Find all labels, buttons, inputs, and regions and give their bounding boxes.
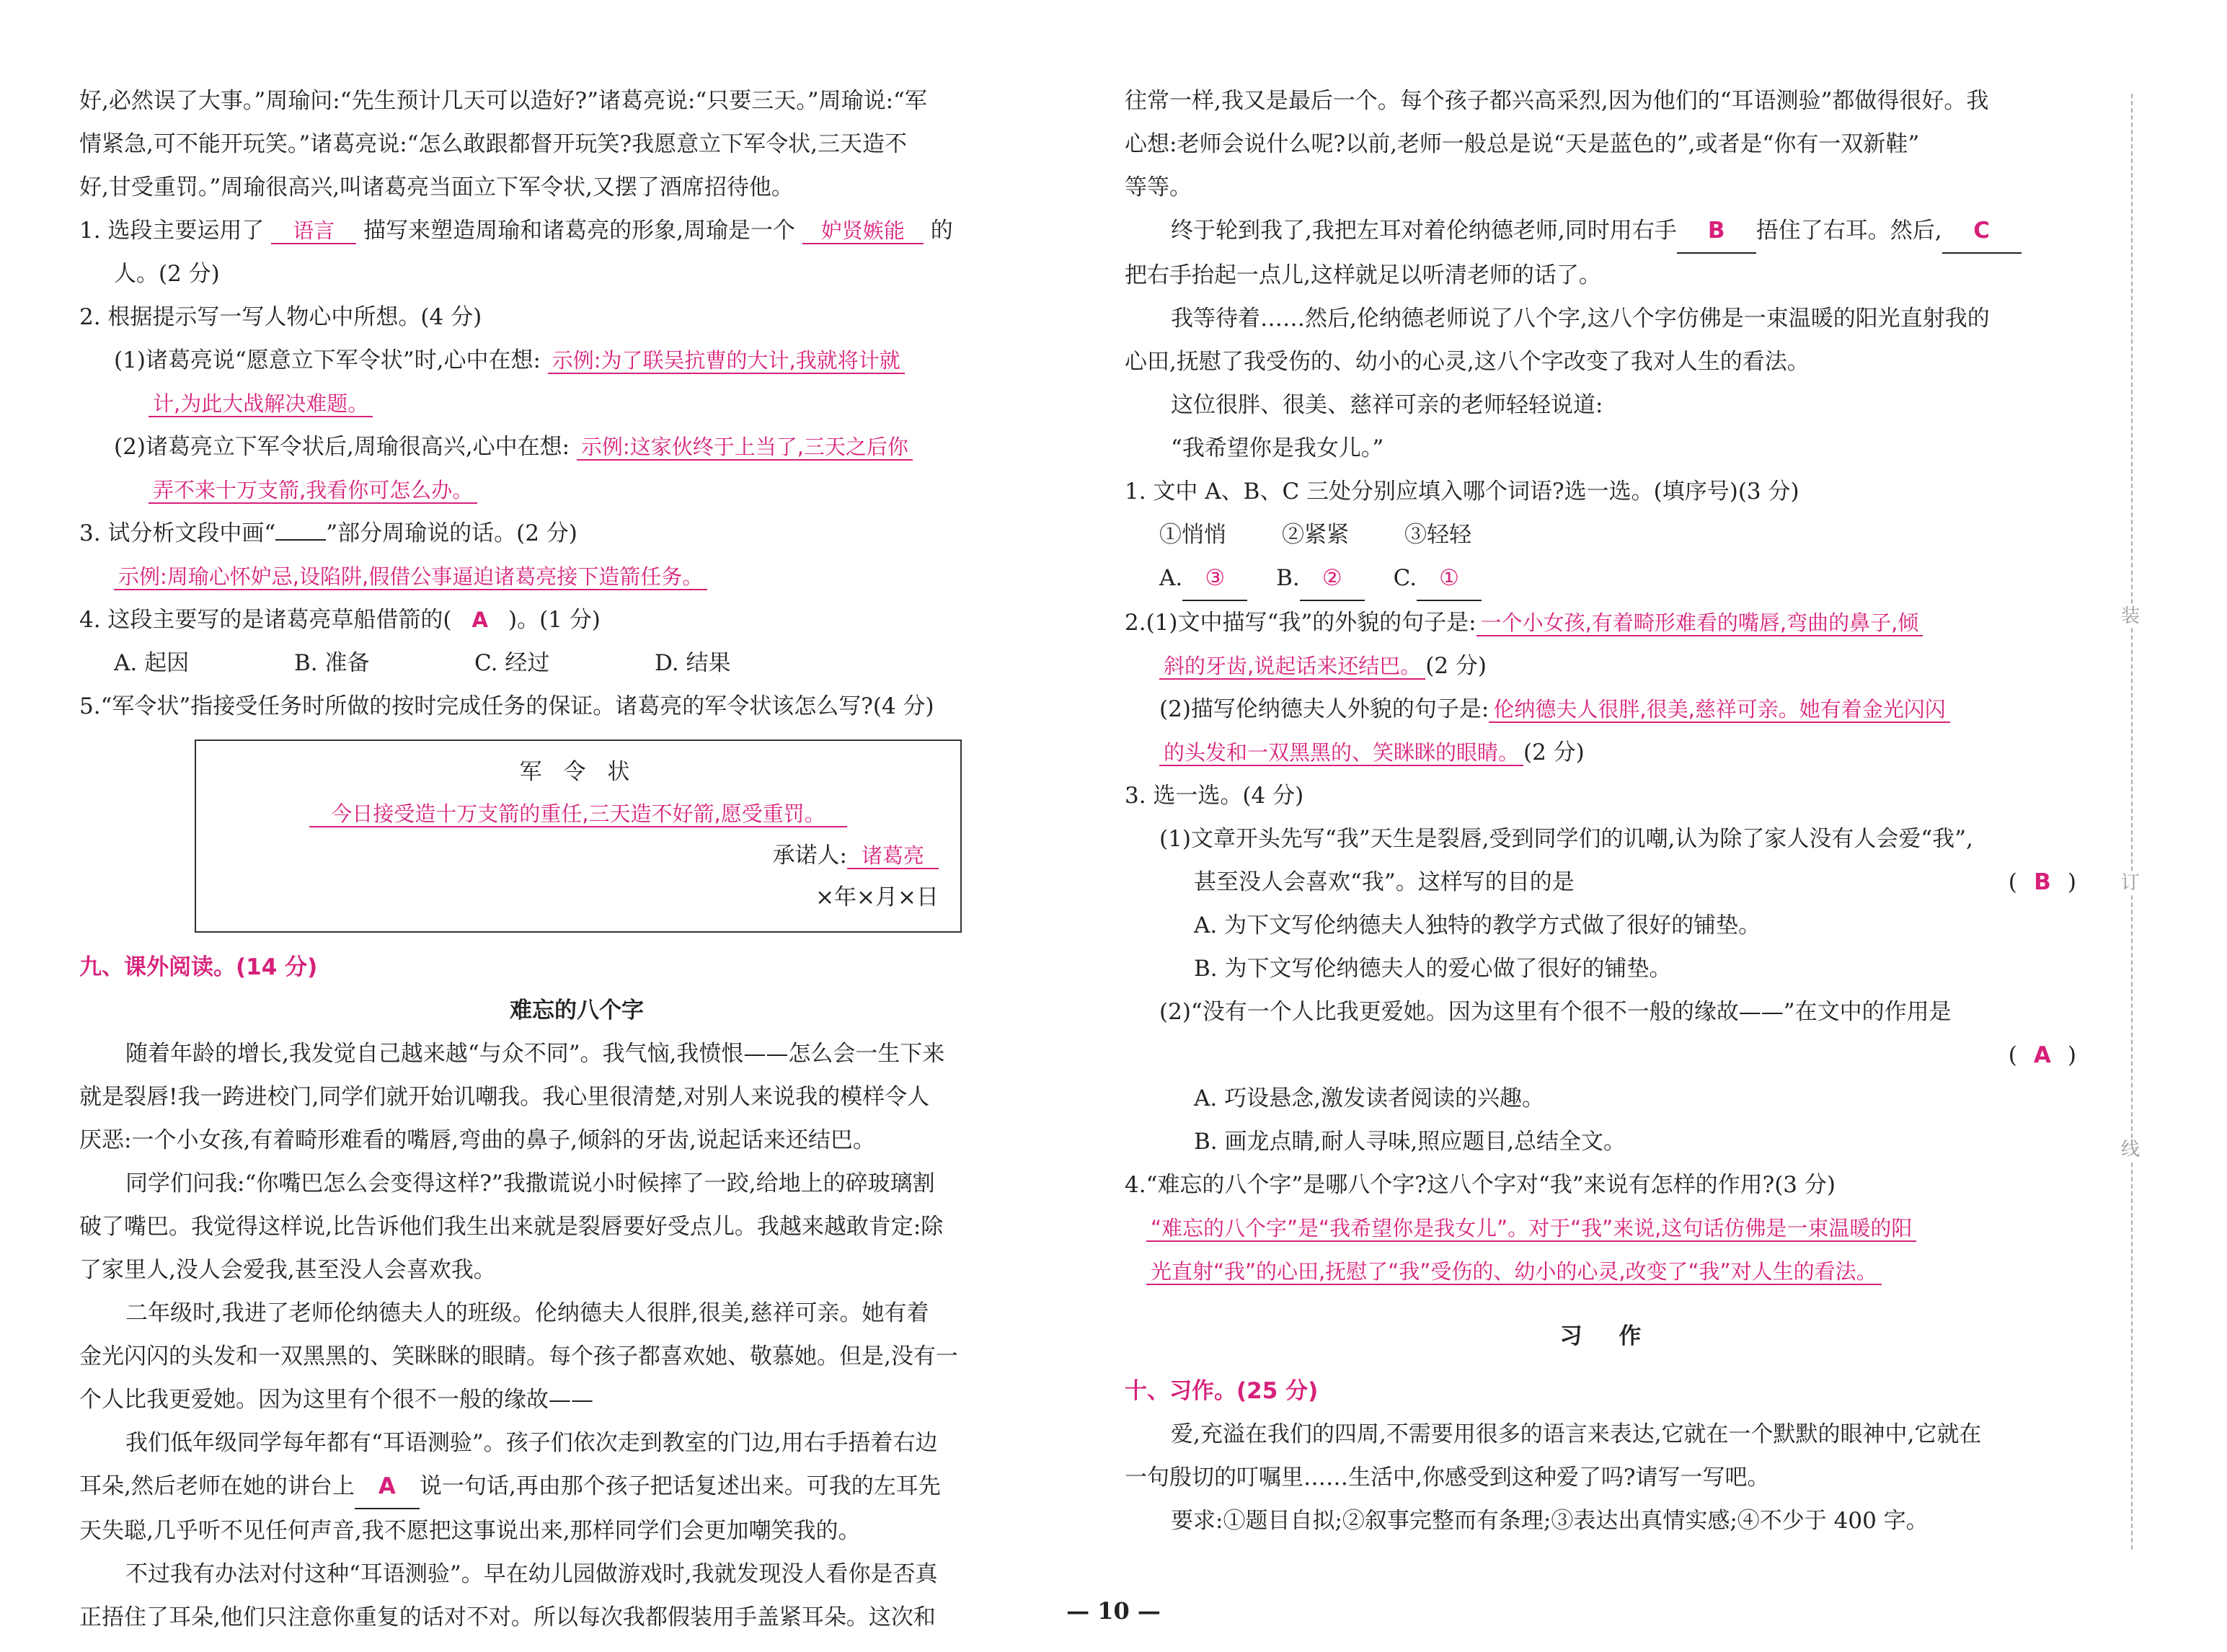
article-line: 终于轮到我了,我把左耳对着伦纳德老师,同时用右手 B 捂住了右耳。然后, C xyxy=(1125,209,2091,254)
box-title: 军 令 状 xyxy=(519,759,637,785)
article-line: “我希望你是我女儿。” xyxy=(1171,435,1384,461)
passage-line: 好,必然误了大事。”周瑜问:“先生预计几天可以造好?”诸葛亮说:“只要三天。”周瑜说:“军 xyxy=(79,88,927,114)
article-line: 心想:老师会说什么呢?以前,老师一般总是说“天是蓝色的”,或者是“你有一双新鞋” xyxy=(1125,131,1920,157)
military-order-box xyxy=(195,740,962,933)
article-line: 把右手抬起一点儿,这样就足以听清老师的话了。 xyxy=(1125,262,1601,288)
reading-question-3-1-cont: 甚至没人会喜欢“我”。这样写的目的是 ( B ) xyxy=(1125,861,2091,904)
article-title: 难忘的八个字 xyxy=(510,998,644,1023)
passage-line: 情紧急,可不能开玩笑。”诸葛亮说:“怎么敢跟都督开玩笑?我愿意立下军令状,三天造不 xyxy=(79,131,907,157)
answer-2-1-cont: 计,为此大战解决难题。 xyxy=(79,382,1074,425)
question-5: 5.“军令状”指接受任务时所做的按时完成任务的保证。诸葛亮的军令状该怎么写?(4 分) xyxy=(79,693,934,719)
box-signature: 承诺人: 诸葛亮 xyxy=(218,835,939,876)
left-column xyxy=(79,79,1074,1639)
option-a: A. 为下文写伦纳德夫人独特的教学方式做了很好的铺垫。 xyxy=(1194,912,1761,938)
reading-question-2-2: (2)描写伦纳德夫人外貌的句子是: 伦纳德夫人很胖,很美,慈祥可亲。她有着金光闪闪 xyxy=(1125,688,2091,731)
blank-b: B xyxy=(1677,209,1756,254)
article-line: 同学们问我:“你嘴巴怎么会变得这样?”我撒谎说小时候摔了一跤,给地上的碎玻璃割 xyxy=(125,1171,935,1196)
article-line: 我们低年级同学每年都有“耳语测验”。孩子们依次走到教室的门边,用右手捂着右边 xyxy=(125,1430,938,1456)
reading-question-4-answer-cont: 光直射“我”的心田,抚慰了“我”受伤的、幼小的心灵,改变了“我”对人生的看法。 xyxy=(1125,1250,2091,1293)
article-line: 金光闪闪的头发和一双黑黑的、笑眯眯的眼睛。每个孩子都喜欢她、敬慕她。但是,没有一 xyxy=(79,1344,958,1369)
article-line: 正捂住了耳朵,他们只注意你重复的话对不对。所以每次我都假装用手盖紧耳朵。这次和 xyxy=(79,1604,936,1630)
article-line: 破了嘴巴。我觉得这样说,比告诉他们我生出来就是裂唇要好受点儿。我越来越敢肯定:除 xyxy=(79,1214,944,1240)
article-line: 二年级时,我进了老师伦纳德夫人的班级。伦纳德夫人很胖,很美,慈祥可亲。她有着 xyxy=(125,1300,929,1326)
blank-c: C xyxy=(1942,209,2022,254)
article-line: 不过我有办法对付这种“耳语测验”。早在幼儿园做游戏时,我就发现没人看你是否真 xyxy=(125,1561,938,1587)
article-line: 心田,抚慰了我受伤的、幼小的心灵,这八个字改变了我对人生的看法。 xyxy=(1125,349,1810,375)
article-line: 等等。 xyxy=(1125,174,1192,200)
underline-mark xyxy=(275,539,326,541)
article-line: 耳朵,然后老师在她的讲台上 A 说一句话,再由那个孩子把话复述出来。可我的左耳先 xyxy=(79,1465,1074,1509)
article-line: 就是裂唇!我一跨进校门,同学们就开始讥嘲我。我心里很清楚,对别人来说我的模样令人 xyxy=(79,1084,930,1110)
box-date: ×年×月×日 xyxy=(815,884,939,910)
article-line: 个人比我更爱她。因为这里有个很不一般的缘故—— xyxy=(79,1387,593,1413)
article-line: 随着年龄的增长,我发觉自己越来越“与众不同”。我气恼,我愤恨——怎么会一生下来 xyxy=(125,1041,945,1067)
question-3: 3. 试分析文段中画“ ”部分周瑜说的话。(2 分) xyxy=(79,520,577,546)
question-1-score: 人。(2 分) xyxy=(114,261,220,287)
section-9-heading: 九、课外阅读。(14 分) xyxy=(79,954,318,980)
question-2-2: (2)诸葛亮立下军令状后,周瑜很高兴,心中在想: 示例:这家伙终于上当了,三天之后你 xyxy=(79,425,1074,468)
answer-3: 示例:周瑜心怀妒忌,设陷阱,假借公事逼迫诸葛亮接下造箭任务。 xyxy=(79,555,1074,598)
section-10-heading: 十、习作。(25 分) xyxy=(1125,1378,1319,1404)
binding-char: 订 xyxy=(2121,872,2140,894)
question-4-options: A. 起因 B. 准备 C. 经过 D. 结果 xyxy=(114,650,731,676)
article-line: 了家里人,没人会爱我,甚至没人会喜欢我。 xyxy=(79,1257,496,1283)
article-line: 往常一样,我又是最后一个。每个孩子都兴高采烈,因为他们的“耳语测验”都做得很好。我 xyxy=(1125,88,1989,114)
binding-line xyxy=(2131,94,2133,1550)
answer-2-2-cont: 弄不来十万支箭,我看你可怎么办。 xyxy=(79,468,1074,512)
reading-question-1: 1. 文中 A、B、C 三处分别应填入哪个词语?选一选。(填序号)(3 分) xyxy=(1125,479,1799,505)
reading-question-3-2: (2)“没有一个人比我更爱她。因为这里有个很不一般的缘故——”在文中的作用是 xyxy=(1159,999,1952,1025)
question-2-1: (1)诸葛亮说“愿意立下军令状”时,心中在想: 示例:为了联吴抗曹的大计,我就将计就 xyxy=(79,339,1074,382)
article-line: 这位很胖、很美、慈祥可亲的老师轻轻说道: xyxy=(1171,392,1603,418)
reading-question-4-answer: “难忘的八个字”是“我希望你是我女儿”。对于“我”来说,这句话仿佛是一束温暖的阳 xyxy=(1125,1207,2091,1250)
reading-question-3-2-answer: ( A ) xyxy=(2008,1042,2076,1068)
composition-prompt: 爱,充溢在我们的四周,不需要用很多的语言来表达,它就在一个默默的眼神中,它就在 xyxy=(1171,1421,1982,1447)
reading-question-3-1: (1)文章开头先写“我”天生是裂唇,受到同学们的讥嘲,认为除了家人没有人会爱“我”, xyxy=(1159,826,1973,852)
answer-2-2a: 示例:这家伙终于上当了,三天之后你 xyxy=(577,435,913,461)
box-answer: 今日接受造十万支箭的重任,三天造不好箭,愿受重罚。 xyxy=(218,793,939,835)
composition-prompt: 一句殷切的叮嘱里……生活中,你感受到这种爱了吗?请写一写吧。 xyxy=(1125,1465,1770,1491)
reading-question-1-answers: A. ③ B. ② C. ① xyxy=(1125,556,2091,601)
page-number: — 10 — xyxy=(1066,1597,1161,1625)
option-b: B. 为下文写伦纳德夫人的爱心做了很好的铺垫。 xyxy=(1194,956,1672,982)
answer-1a: 语言 xyxy=(271,218,356,244)
reading-question-2-2-cont: 的头发和一双黑黑的、笑眯眯的眼睛。 (2 分) xyxy=(1125,731,2091,774)
question-1: 1. 选段主要运用了 语言 描写来塑造周瑜和诸葛亮的形象,周瑜是一个 妒贤嫉能 的 xyxy=(79,218,953,244)
right-column xyxy=(1125,79,2091,1542)
article-line: 天失聪,几乎听不见任何声音,我不愿把这事说出来,那样同学们会更加嘲笑我的。 xyxy=(79,1518,861,1544)
reading-question-3: 3. 选一选。(4 分) xyxy=(1125,783,1304,809)
reading-question-1-options: ①悄悄 ②紧紧 ③轻轻 xyxy=(1159,522,1471,548)
answer-4: A xyxy=(471,608,488,632)
answer-3-1: B xyxy=(2034,869,2051,895)
question-4: 4. 这段主要写的是诸葛亮草船借箭的( A )。(1 分) xyxy=(79,607,601,633)
passage-line: 好,甘受重罚。”周瑜很高兴,叫诸葛亮当面立下军令状,又摆了酒席招待他。 xyxy=(79,174,794,200)
article-line: 我等待着……然后,伦纳德老师说了八个字,这八个字仿佛是一束温暖的阳光直射我的 xyxy=(1171,306,1990,332)
reading-question-2-1: 2.(1)文中描写“我”的外貌的句子是: 一个小女孩,有着畸形难看的嘴唇,弯曲的鼻子,倾 xyxy=(1125,601,2091,644)
article-line: 厌恶:一个小女孩,有着畸形难看的嘴唇,弯曲的鼻子,倾斜的牙齿,说起话来还结巴。 xyxy=(79,1127,875,1153)
blank-a: A xyxy=(355,1465,420,1509)
option-a: A. 巧设悬念,激发读者阅读的兴趣。 xyxy=(1194,1085,1544,1111)
answer-1b: 妒贤嫉能 xyxy=(802,218,924,244)
option-b: B. 画龙点睛,耐人寻味,照应题目,总结全文。 xyxy=(1194,1129,1626,1155)
composition-requirements: 要求:①题目自拟;②叙事完整而有条理;③表达出真情实感;④不少于 400 字。 xyxy=(1171,1508,1929,1534)
question-2: 2. 根据提示写一写人物心中所想。(4 分) xyxy=(79,304,482,330)
binding-char: 装 xyxy=(2121,605,2140,627)
answer-2-1a: 示例:为了联吴抗曹的大计,我就将计就 xyxy=(548,348,905,374)
binding-char: 线 xyxy=(2121,1139,2140,1160)
reading-question-2-1-cont: 斜的牙齿,说起话来还结巴。 (2 分) xyxy=(1125,644,2091,688)
reading-question-4: 4.“难忘的八个字”是哪八个字?这八个字对“我”来说有怎样的作用?(3 分) xyxy=(1125,1172,1836,1198)
composition-title: 习 作 xyxy=(1559,1323,1656,1349)
